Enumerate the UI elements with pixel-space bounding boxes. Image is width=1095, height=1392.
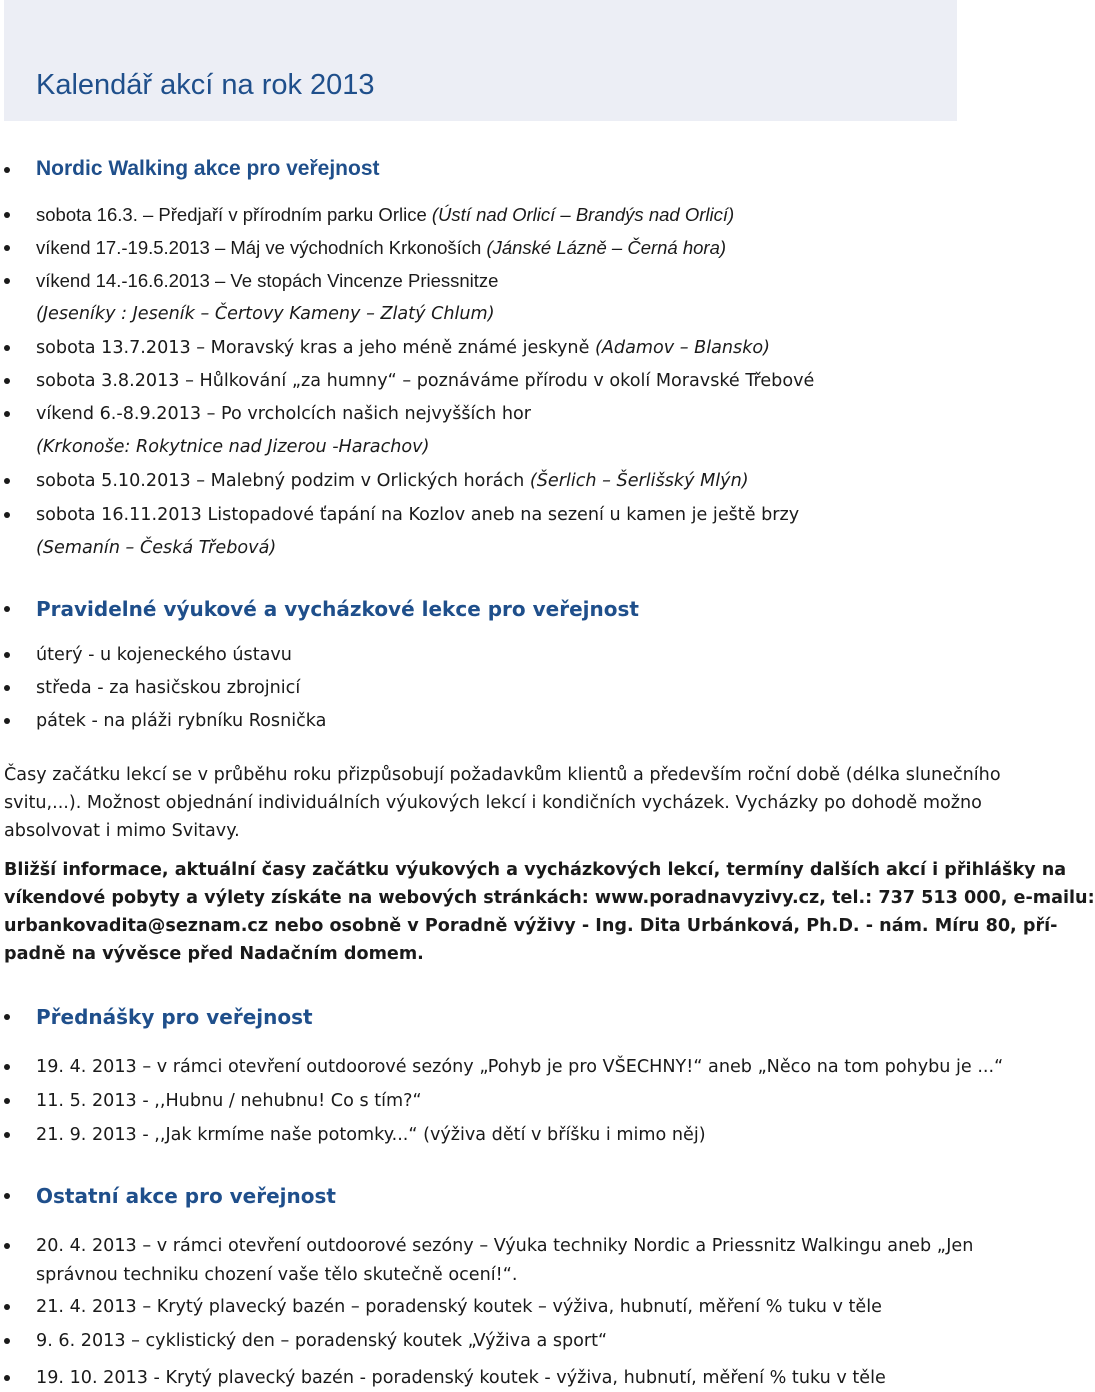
nordic-item-continuation: (Semanín – Česká Třebová) (36, 538, 277, 558)
lecture-item: 21. 9. 2013 - ,,Jak krmíme naše potomky...“ (výživa dětí v bříšku i mimo něj) (36, 1125, 706, 1145)
lecture-item: 11. 5. 2013 - ,,Hubnu / nehubnu! Co s tím?“ (36, 1091, 422, 1111)
nordic-item: sobota 3.8.2013 – Hůlkování „za humny“ – poznáváme přírodu v okolí Moravské Třebové (36, 371, 815, 391)
nordic-item: víkend 17.-19.5.2013 – Máj ve východních Krkonoších (Jánské Lázně – Černá hora) (36, 237, 727, 258)
bullet-icon (4, 1338, 10, 1344)
bullet-icon (4, 512, 10, 518)
bullet-icon (4, 1014, 10, 1020)
other-item: 21. 4. 2013 – Krytý plavecký bazén – poradenský koutek – výživa, hubnutí, měření % tuku v těle (36, 1297, 882, 1317)
lessons-heading: Pravidelné výukové a vycházkové lekce pro veřejnost (36, 597, 639, 621)
lesson-item: úterý - u kojeneckého ústavu (36, 645, 292, 665)
lectures-heading: Přednášky pro veřejnost (36, 1005, 313, 1029)
nordic-item: sobota 13.7.2013 – Moravský kras a jeho méně známé jeskyně (Adamov – Blansko) (36, 338, 771, 358)
nordic-item: sobota 5.10.2013 – Malebný podzim v Orlických horách (Šerlich – Šerlišský Mlýn) (36, 471, 749, 491)
contact-paragraph-line: padně na vývěsce před Nadačním domem. (4, 944, 424, 964)
bullet-icon (4, 685, 10, 691)
nordic-item-continuation: (Krkonoše: Rokytnice nad Jizerou -Harachov) (36, 437, 430, 457)
info-paragraph-line: svitu,...). Možnost objednání individuálních výukových lekcí i kondičních vycházek. Vycházky po dohodě možno (4, 793, 982, 813)
other-item: 20. 4. 2013 – v rámci otevření outdoorové sezóny – Výuka techniky Nordic a Priessnitz Walkingu aneb „Jen (36, 1236, 974, 1256)
other-item-continuation: správnou techniku chození vaše tělo skutečně ocení!“. (36, 1265, 518, 1285)
contact-paragraph-line: Bližší informace, aktuální časy začátku výukových a vycházkových lekcí, termíny dalších akcí i přihlášky na (4, 860, 1067, 880)
contact-paragraph-line: víkendové pobyty a výlety získáte na webových stránkách: www.poradnavyzivy.cz, tel.: 737 513 000, e-mailu: (4, 888, 1095, 908)
bullet-icon (4, 652, 10, 658)
other-item: 9. 6. 2013 – cyklistický den – poradenský koutek „Výživa a sport“ (36, 1331, 608, 1351)
bullet-icon (4, 1375, 10, 1381)
bullet-icon (4, 1193, 10, 1199)
contact-paragraph-line: urbankovadita@seznam.cz nebo osobně v Poradně výživy - Ing. Dita Urbánková, Ph.D. - nám. Míru 80, pří- (4, 916, 1058, 936)
other-item: 19. 10. 2013 - Krytý plavecký bazén - poradenský koutek - výživa, hubnutí, měření % tuku v těle (36, 1368, 886, 1388)
nordic-item: víkend 6.-8.9.2013 – Po vrcholcích našich nejvyšších hor (36, 404, 531, 424)
nordic-item: víkend 14.-16.6.2013 – Ve stopách Vincenze Priessnitze (36, 270, 499, 291)
bullet-icon (4, 1243, 10, 1249)
info-paragraph-line: absolvovat i mimo Svitavy. (4, 821, 240, 841)
lesson-item: pátek - na pláži rybníku Rosnička (36, 711, 327, 731)
bullet-icon (4, 1304, 10, 1310)
nordic-item: sobota 16.11.2013 Listopadové ťapání na Kozlov aneb na sezení u kamen je ještě brzy (36, 505, 800, 525)
bullet-icon (4, 278, 10, 284)
lesson-item: středa - za hasičskou zbrojnicí (36, 678, 301, 698)
bullet-icon (4, 378, 10, 384)
bullet-icon (4, 606, 10, 612)
bullet-icon (4, 1064, 10, 1070)
bullet-icon (4, 1098, 10, 1104)
bullet-icon (4, 212, 10, 218)
bullet-icon (4, 167, 10, 173)
other-heading: Ostatní akce pro veřejnost (36, 1184, 336, 1208)
page-title: Kalendář akcí na rok 2013 (36, 69, 375, 101)
bullet-icon (4, 245, 10, 251)
bullet-icon (4, 1132, 10, 1138)
nordic-item: sobota 16.3. – Předjaří v přírodním parku Orlice (Ústí nad Orlicí – Brandýs nad Orlicí) (36, 204, 735, 225)
bullet-icon (4, 478, 10, 484)
nordic-heading: Nordic Walking akce pro veřejnost (36, 157, 380, 180)
bullet-icon (4, 411, 10, 417)
lecture-item: 19. 4. 2013 – v rámci otevření outdoorové sezóny „Pohyb je pro VŠECHNY!“ aneb „Něco na tom pohybu je ...“ (36, 1057, 1004, 1077)
nordic-item-continuation: (Jeseníky : Jeseník – Čertovy Kameny – Zlatý Chlum) (36, 304, 495, 324)
bullet-icon (4, 718, 10, 724)
info-paragraph-line: Časy začátku lekcí se v průběhu roku přizpůsobují požadavkům klientů a především roční době (délka slunečního (4, 765, 1001, 785)
bullet-icon (4, 345, 10, 351)
